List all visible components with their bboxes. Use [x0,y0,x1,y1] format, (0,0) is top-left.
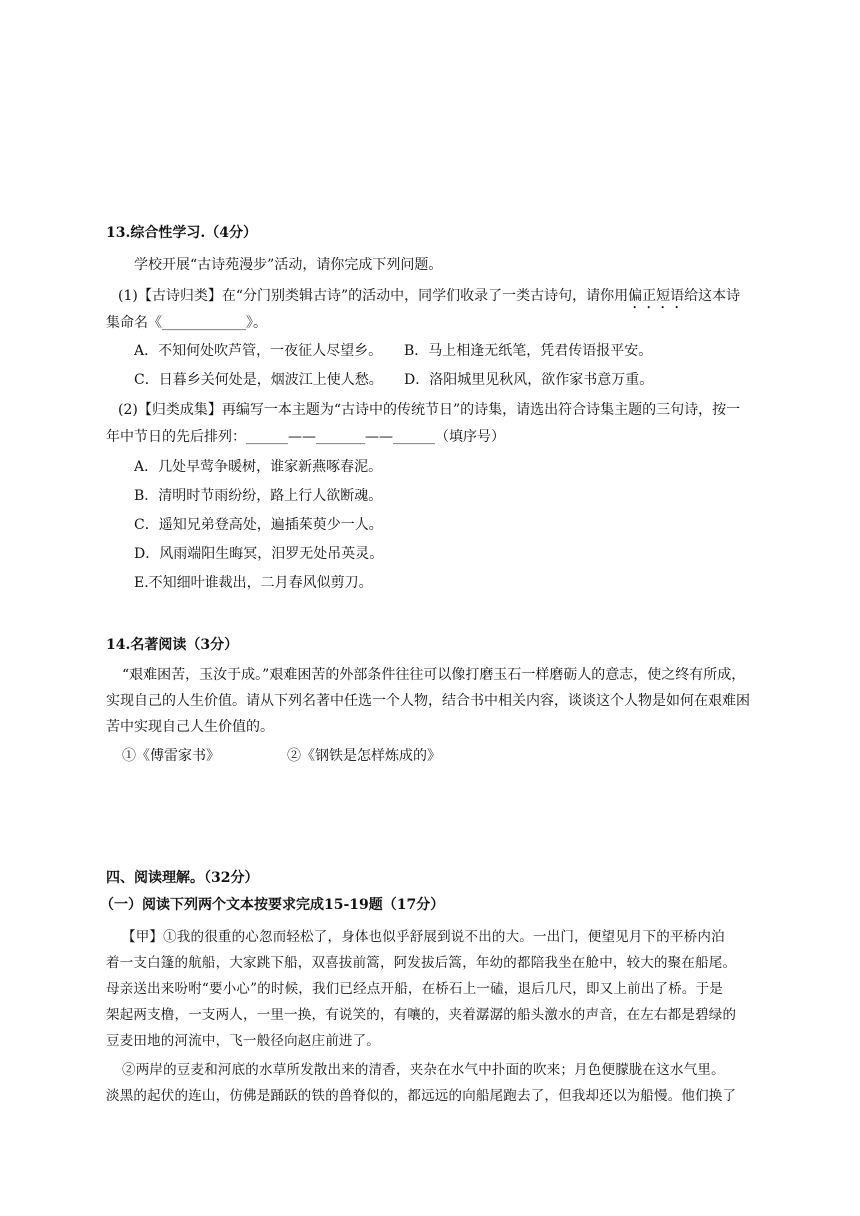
q14-line1: “艰难困苦，玉汝于成。”艰难困苦的外部条件往往可以像打磨玉石一样磨砺人的意志，使之终有所成， [122,667,746,683]
q14-book-1: ①《傅雷家书》 [122,748,220,764]
passage-para1-line5: 豆麦田地的河流中，飞一般径向赵庄前进了。 [106,1033,380,1049]
q13-poem-a: A．几处早莺争暖树，谁家新燕啄春泥。 [134,459,383,475]
q13-poem-c: C．遥知兄弟登高处，遍插茱萸少一人。 [134,517,383,533]
q13-part2-line2: 年中节日的先后排列：______——_______——______（填序号） [106,429,505,445]
q13-poem-d: D．风雨端阳生晦冥，汨罗无处吊英灵。 [134,546,384,562]
q13-option-d: D．洛阳城里见秋风，欲作家书意万重。 [404,372,654,388]
q13-poem-e: E.不知细叶谁裁出，二月春风似剪刀。 [134,575,373,591]
q13-option-c: C．日暮乡关何处是，烟波江上使人愁。 [134,372,383,388]
q14-line2: 实现自己的人生价值。请从下列名著中任选一个人物，结合书中相关内容，谈谈这个人物是如何在艰难困 [106,693,750,709]
q13-title: 13.综合性学习.（4分） [106,225,257,241]
q14-title: 14.名著阅读（3分） [106,637,239,653]
q13-poem-b: B．清明时节雨纷纷，路上行人欲断魂。 [134,488,383,504]
section4-sub1: （一）阅读下列两个文本按要求完成15-19题（17分） [100,897,445,913]
q13-option-b: B．马上相逢无纸笔，凭君传语报平安。 [404,343,653,359]
q13-part1-text-b: 给这本诗 [684,288,741,304]
q13-part1-emphasis: 偏正短语 [628,288,685,304]
q13-part1-text-a: (1)【古诗归类】在“分门别类辑古诗”的活动中，同学们收录了一类古诗句，请你用 [118,288,629,304]
passage-para1-line2: 着一支白篷的航船，大家跳下船，双喜拔前篙，阿发拔后篙，年幼的都陪我坐在舱中，较大的聚在船尾。 [106,955,737,971]
q14-book-2: ②《钢铁是怎样炼成的》 [287,748,441,764]
passage-para1-line3: 母亲送出来吩咐“要小心”的时候，我们已经点开船，在桥石上一磕，退后几尺，即又上前出了桥。于是 [106,981,724,997]
q13-part1-line2: 集命名《____________》。 [106,315,267,331]
passage-para1-line4: 架起两支橹，一支两人，一里一换，有说笑的，有嚷的，夹着潺潺的船头激水的声音，在左右都是碧绿的 [106,1007,737,1023]
q13-part2-line1: (2)【归类成集】再编写一本主题为“古诗中的传统节日”的诗集，请选出符合诗集主题的三句诗，按一 [118,402,741,418]
q13-intro: 学校开展“古诗苑漫步”活动，请你完成下列问题。 [134,257,443,273]
q14-line3: 苦中实现自己人生价值的。 [106,719,274,735]
q13-part1-line1 [118,286,740,312]
passage-para2-line1: ②两岸的豆麦和河底的水草所发散出来的清香，夹杂在水气中扑面的吹来；月色便朦胧在这水气里。 [122,1062,725,1078]
passage-para1-line1: 【甲】①我的很重的心忽而轻松了，身体也似乎舒展到说不出的大。一出门，便望见月下的平桥内泊 [122,929,725,945]
passage-para2-line2: 淡黑的起伏的连山，仿佛是踊跃的铁的兽脊似的，都远远的向船尾跑去了，但我却还以为船慢。他们换了 [106,1088,737,1104]
section4-title: 四、阅读理解。（32分） [106,870,259,886]
q13-option-a: A．不知何处吹芦管，一夜征人尽望乡。 [134,343,383,359]
